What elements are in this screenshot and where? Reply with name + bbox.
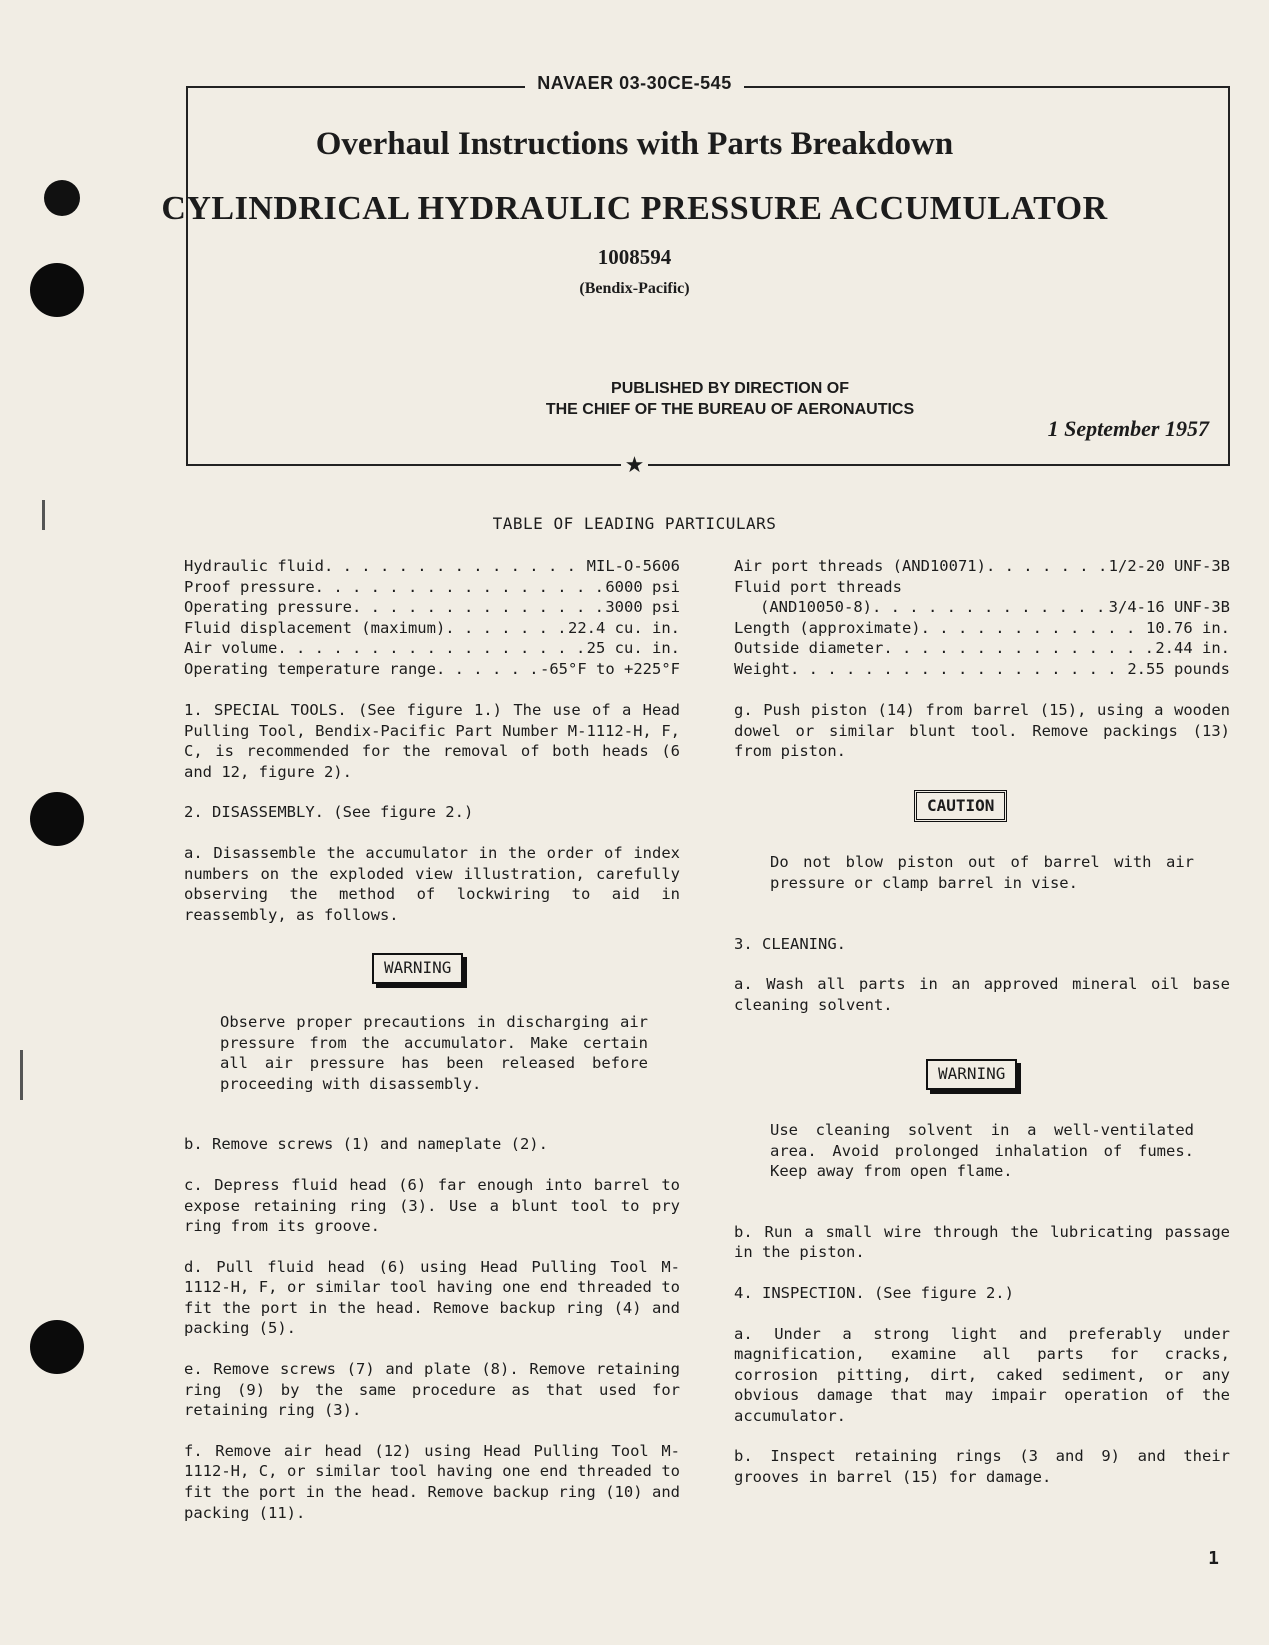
spec-row (734, 618, 1230, 639)
spec-label: Operating pressure (184, 598, 352, 617)
body-left-column (184, 700, 680, 1523)
disassembly-step-c: c. Depress fluid head (6) far enough into barrel to expose retaining ring (3). Use a blunt tool to pry ring from its groove. (184, 1175, 680, 1236)
part-number: 1008594 (597, 245, 672, 269)
special-tools-paragraph: 1. SPECIAL TOOLS. (See figure 1.) The use of a Head Pulling Tool, Bendix-Pacific Part Number M-1112-H, F, C, is recommended for the removal of both heads (6 and 12, figure 2). (184, 701, 680, 781)
disassembly-step-f: f. Remove air head (12) using Head Pulling Tool M-1112-H, C, or similar tool having one end threaded to fit the port in the head. Remove backup ring (10) and packing (11). (184, 1441, 680, 1522)
spec-row (734, 638, 1230, 659)
spec-label: (AND10050-8) (760, 598, 872, 617)
spec-row (184, 638, 680, 659)
spec-label: Outside diameter (734, 639, 884, 658)
spec-value: 22.4 cu. in. (568, 618, 680, 637)
publisher-line: PUBLISHED BY DIRECTION OF (611, 380, 849, 397)
publisher (520, 378, 940, 420)
particulars-left (184, 556, 680, 680)
spec-value: 1/2-20 UNF-3B (1108, 557, 1230, 575)
warning-label: WARNING (926, 1059, 1017, 1090)
spec-label: Operating temperature range (184, 659, 436, 678)
spec-label: Fluid displacement (maximum) (184, 618, 446, 637)
spec-label: Proof pressure (184, 577, 315, 596)
spec-value: 3/4-16 UNF-3B (1108, 598, 1230, 617)
spec-row (734, 556, 1230, 577)
cleaning-step-b: b. Run a small wire through the lubricating passage in the piston. (734, 1222, 1230, 1262)
spec-value: 10.76 in. (1146, 618, 1230, 637)
warning-text: Observe proper precautions in discharging air pressure from the accumulator. Make certain all air pressure has been released before proceeding with disassembly. (220, 1012, 648, 1093)
spec-row (184, 556, 680, 577)
table-title: TABLE OF LEADING PARTICULARS (492, 514, 777, 533)
disassembly-step-b: b. Remove screws (1) and nameplate (2). (184, 1135, 548, 1154)
particulars-right (734, 556, 1230, 680)
binder-hole (30, 1320, 84, 1374)
spec-value: 25 cu. in. (586, 639, 680, 658)
spec-value: 2.44 in. (1155, 639, 1230, 658)
publication-date: 1 September 1957 (1047, 416, 1209, 441)
doc-code: NAVAER 03-30CE-545 (0, 73, 1269, 94)
warning-label: WARNING (372, 953, 463, 984)
caution-label: CAUTION (914, 790, 1007, 823)
spec-label: Length (approximate) (734, 618, 921, 637)
star-icon: ★ (0, 452, 1269, 478)
disassembly-step-e: e. Remove screws (7) and plate (8). Remove retaining ring (9) by the same procedure as that used for retaining ring (3). (184, 1360, 680, 1420)
spec-row (184, 659, 680, 680)
warning-notice (372, 953, 680, 984)
spec-row (184, 597, 680, 618)
spec-value: MIL-O-5606 (586, 557, 680, 575)
inspection-step-b: b. Inspect retaining rings (3 and 9) and their grooves in barrel (15) for damage. (734, 1447, 1230, 1487)
page-title: CYLINDRICAL HYDRAULIC PRESSURE ACCUMULATOR (161, 190, 1108, 227)
cleaning-heading: 3. CLEANING. (734, 934, 846, 953)
warning-notice (926, 1059, 1230, 1090)
disassembly-step-d: d. Pull fluid head (6) using Head Pulling Tool M-1112-H, F, or similar tool having one end threaded to fit the port in the head. Remove backup ring (4) and packing (5). (184, 1257, 680, 1338)
publisher-line: THE CHIEF OF THE BUREAU OF AERONAUTICS (545, 401, 915, 418)
spec-value: 6000 psi (605, 577, 680, 596)
disassembly-heading: 2. DISASSEMBLY. (See figure 2.) (184, 803, 474, 822)
caution-text: Do not blow piston out of barrel with air pressure or clamp barrel in vise. (770, 853, 1194, 892)
warning-text: Use cleaning solvent in a well-ventilated area. Avoid prolonged inhalation of fumes. Keep away from open flame. (770, 1120, 1194, 1181)
doc-type: Overhaul Instructions with Parts Breakdown (315, 126, 954, 162)
binder-hole (30, 792, 84, 846)
spec-value: 3000 psi (605, 598, 680, 617)
body-right-column (734, 700, 1230, 1488)
spec-label: Air port threads (AND10071) (734, 557, 986, 575)
page-number: 1 (1208, 1548, 1219, 1569)
spec-label: Hydraulic fluid (184, 557, 324, 575)
spec-row (184, 577, 680, 598)
inspection-heading: 4. INSPECTION. (See figure 2.) (734, 1283, 1014, 1302)
disassembly-step-a: a. Disassemble the accumulator in the order of index numbers on the exploded view illustration, carefully observing the method of lockwiring to aid in reassembly, as follows. (184, 843, 680, 924)
scan-mark (20, 1050, 23, 1100)
disassembly-step-g: g. Push piston (14) from barrel (15), using a wooden dowel or similar blunt tool. Remove packings (13) from piston. (734, 701, 1230, 761)
caution-notice (914, 790, 1230, 823)
spec-label: Weight (734, 659, 790, 678)
spec-label: Fluid port threads (734, 577, 902, 596)
manufacturer: (Bendix-Pacific) (579, 280, 690, 297)
spec-row (184, 618, 680, 639)
spec-label: Air volume (184, 639, 278, 658)
spec-row (734, 659, 1230, 680)
spec-row (734, 597, 1230, 618)
cleaning-step-a: a. Wash all parts in an approved mineral oil base cleaning solvent. (734, 975, 1230, 1014)
spec-value: -65°F to +225°F (540, 659, 680, 678)
inspection-step-a: a. Under a strong light and preferably under magnification, examine all parts for cracks, corrosion pitting, dirt, caked sediment, or any obvious damage that may impair operation of the accumulator. (734, 1324, 1230, 1425)
spec-value: 2.55 pounds (1127, 659, 1230, 678)
